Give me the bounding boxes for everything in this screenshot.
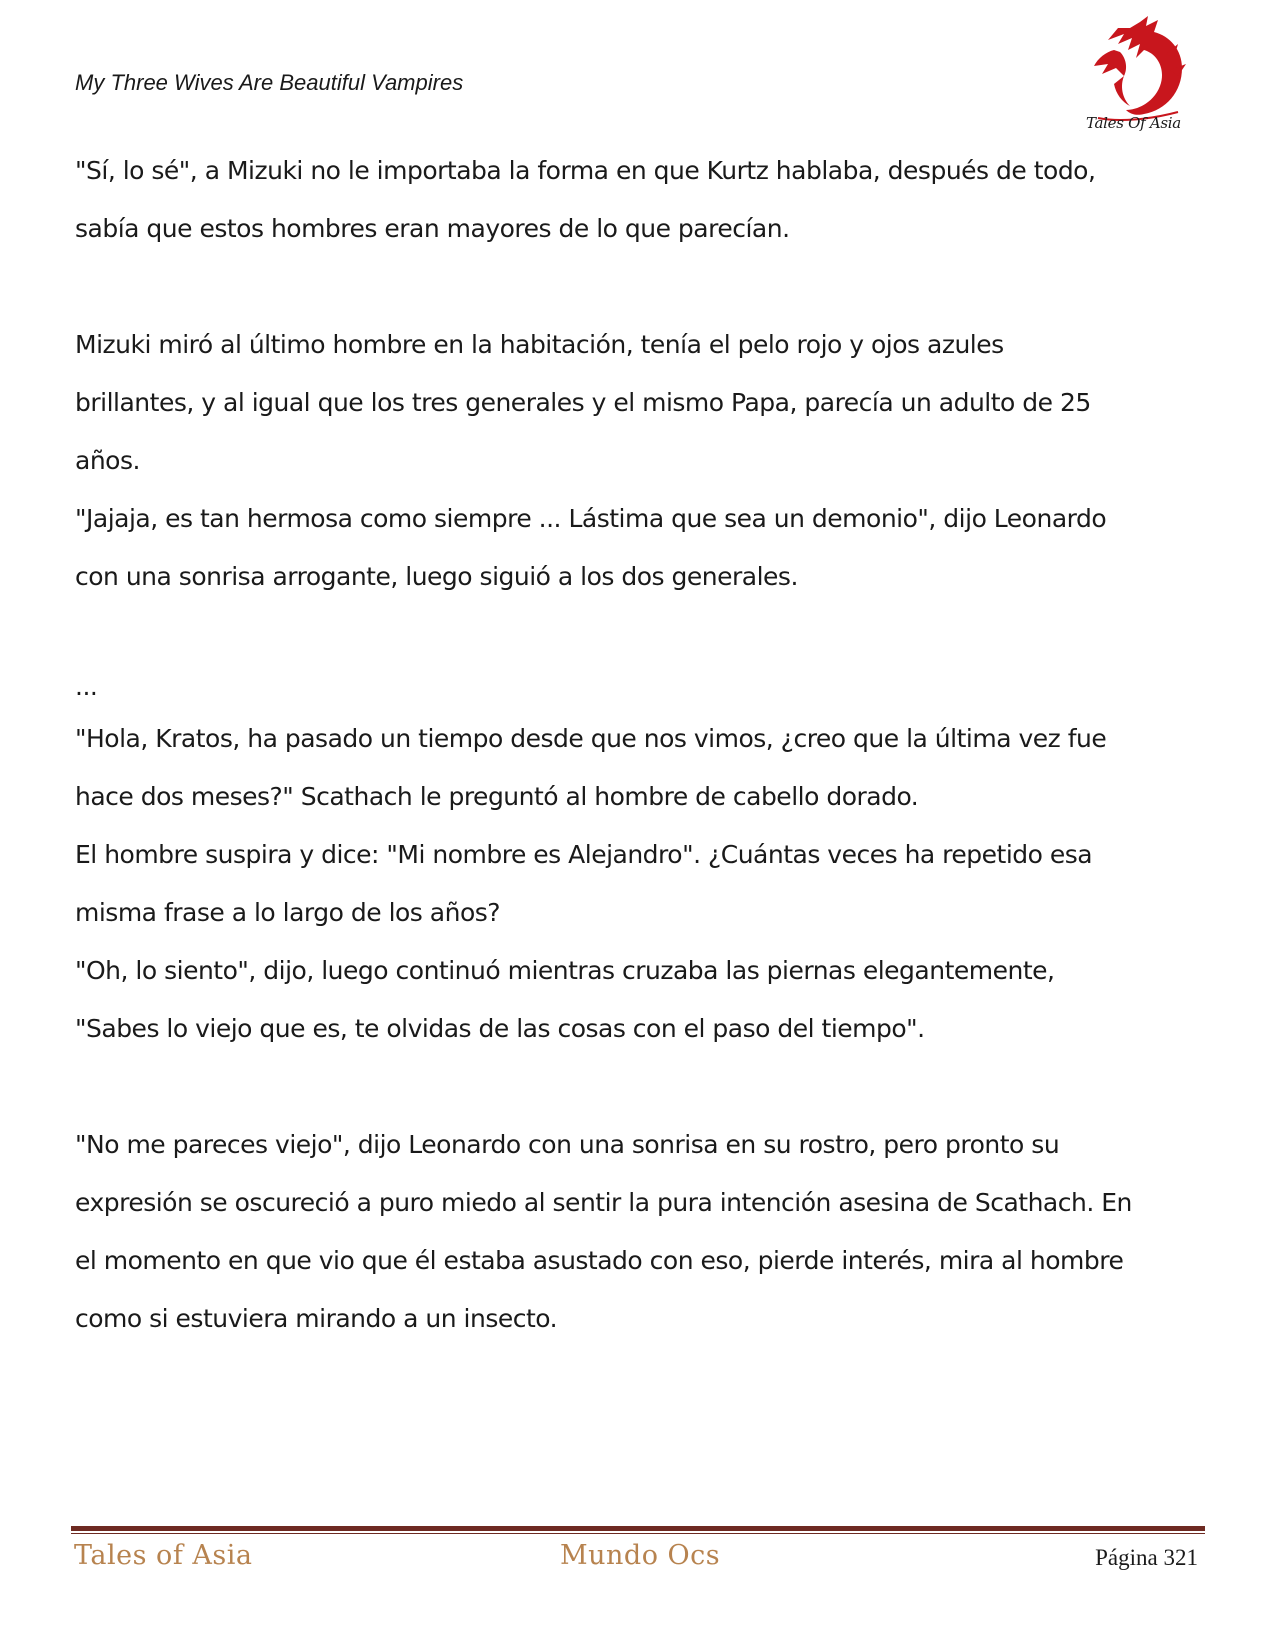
blank-line: [75, 606, 1195, 664]
footer-rule-thin: [71, 1533, 1205, 1534]
body-line: como si estuviera mirando a un insecto.: [75, 1304, 558, 1333]
body-line: años.: [75, 446, 140, 475]
blank-line: [75, 258, 1195, 316]
footer-center-label: Mundo Ocs: [560, 1540, 721, 1571]
body-line: "Hola, Kratos, ha pasado un tiempo desde que nos vimos, ¿creo que la última vez fue: [75, 724, 1107, 753]
document-header-title: My Three Wives Are Beautiful Vampires: [75, 70, 464, 95]
body-line: "Oh, lo siento", dijo, luego continuó mientras cruzaba las piernas elegantemente,: [75, 956, 1055, 985]
body-line: El hombre suspira y dice: "Mi nombre es Alejandro". ¿Cuántas veces ha repetido esa: [75, 840, 1093, 869]
body-line: sabía que estos hombres eran mayores de lo que parecían.: [75, 214, 790, 243]
blank-line: [75, 1058, 1195, 1116]
body-line: el momento en que vio que él estaba asustado con eso, pierde interés, mira al hombre: [75, 1246, 1124, 1275]
body-line: "No me pareces viejo", dijo Leonardo con una sonrisa en su rostro, pero pronto su: [75, 1130, 1060, 1159]
body-line: "Jajaja, es tan hermosa como siempre ... Lástima que sea un demonio", dijo Leonardo: [75, 504, 1107, 533]
body-line: brillantes, y al igual que los tres generales y el mismo Papa, parecía un adulto de 25: [75, 388, 1091, 417]
body-line: hace dos meses?" Scathach le preguntó al hombre de cabello dorado.: [75, 782, 919, 811]
footer-rule: [71, 1526, 1205, 1531]
body-line: "Sabes lo viejo que es, te olvidas de las cosas con el paso del tiempo".: [75, 1014, 925, 1043]
body-line: misma frase a lo largo de los años?: [75, 898, 501, 927]
page-number: Página 321: [1095, 1545, 1198, 1570]
footer-publisher: Tales of Asia: [74, 1540, 253, 1571]
page-body: [75, 142, 1195, 1348]
body-line: expresión se oscureció a puro miedo al sentir la pura intención asesina de Scathach. En: [75, 1188, 1132, 1217]
body-line: Mizuki miró al último hombre en la habitación, tenía el pelo rojo y ojos azules: [75, 330, 1004, 359]
logo-text: Tales Of Asia: [1086, 114, 1181, 132]
scene-break: ...: [75, 672, 98, 701]
body-line: con una sonrisa arrogante, luego siguió a los dos generales.: [75, 562, 798, 591]
body-line: "Sí, lo sé", a Mizuki no le importaba la forma en que Kurtz hablaba, después de todo,: [75, 156, 1096, 185]
